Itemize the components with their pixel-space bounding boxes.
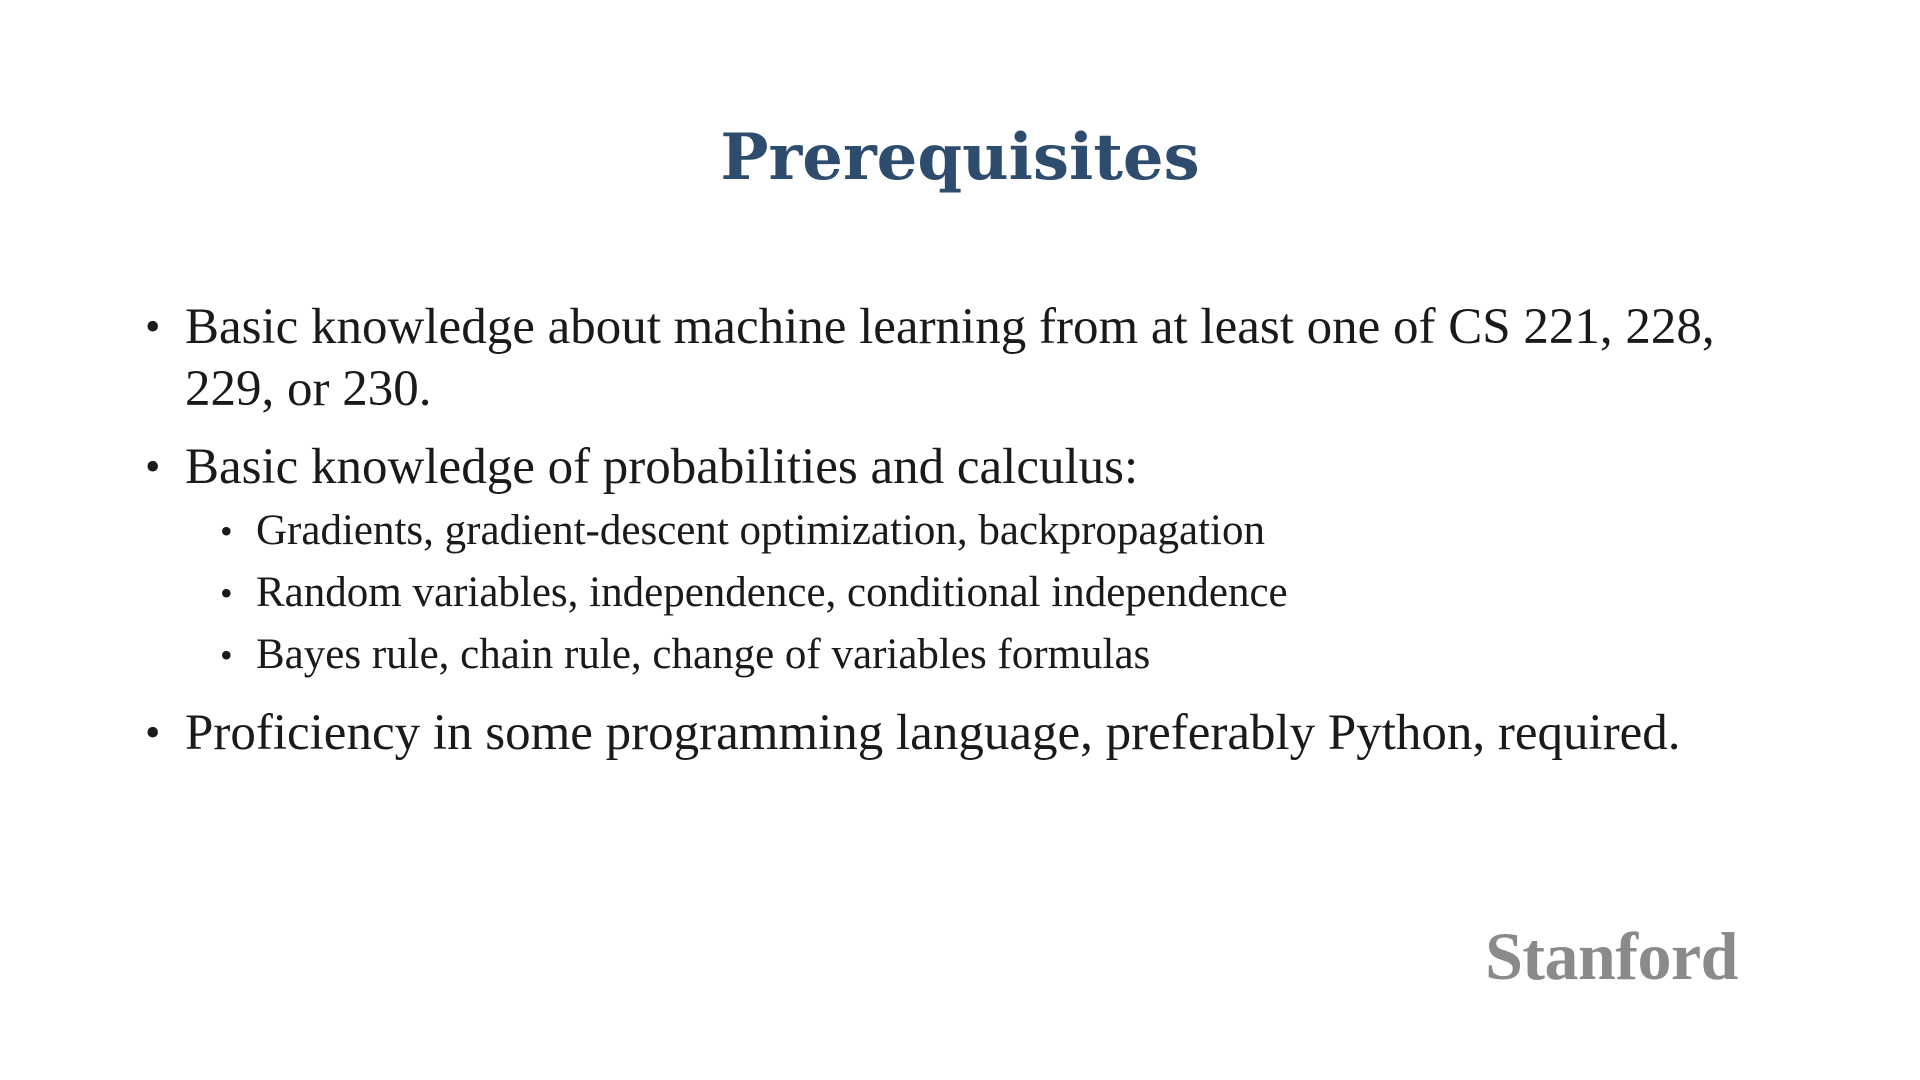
sub-bullet-item: • Random variables, independence, conditional independence: [220, 562, 1785, 624]
bullet-item: [145, 296, 1785, 420]
sub-bullet-list: [185, 500, 1785, 686]
stanford-logo: Stanford: [1485, 918, 1738, 994]
bullet-text: Basic knowledge of probabilities and calculus:: [185, 439, 1139, 495]
bullet-item: [145, 436, 1785, 686]
bullet-text: Proficiency in some programming language, preferably Python, required.: [185, 705, 1681, 761]
bullet-text: Basic knowledge about machine learning from at least one of CS 221, 228, 229, or 230.: [185, 299, 1715, 417]
sub-bullet-item: • Gradients, gradient-descent optimization, backpropagation: [220, 500, 1785, 562]
sub-bullet-item: • Bayes rule, chain rule, change of variables formulas: [220, 624, 1785, 686]
bullet-item: [145, 702, 1785, 764]
bullet-list: [145, 296, 1785, 780]
slide-title: Prerequisites: [720, 120, 1200, 195]
